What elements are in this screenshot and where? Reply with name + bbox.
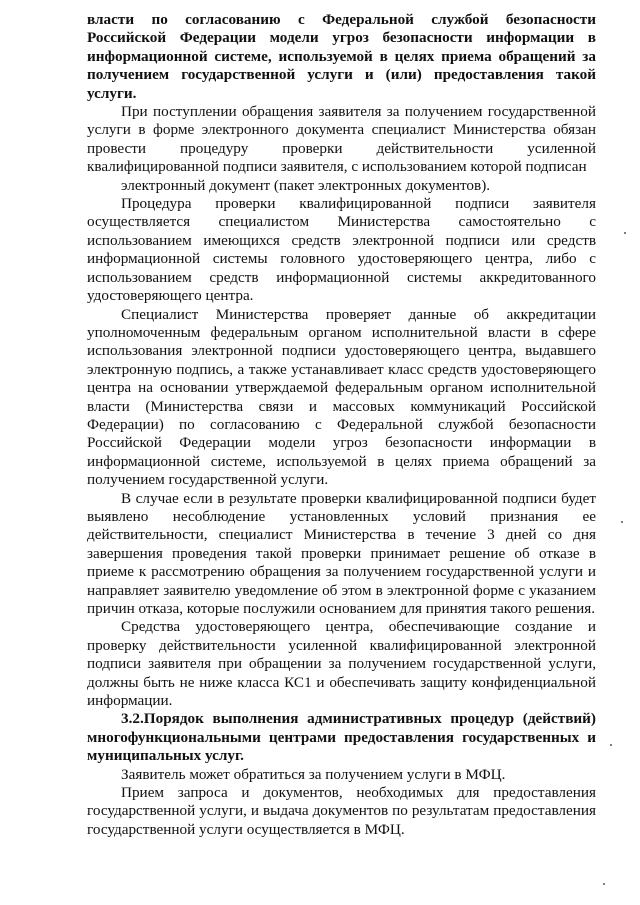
paragraph-mfc-documents: Прием запроса и документов, необходимых для предоставления государственной услуги, и выдача документов по результатам предоставления государственной услуги осуществляется в МФЦ.: [87, 784, 596, 838]
section-heading-3-2: 3.2.Порядок выполнения административных процедур (действий) многофункциональными центрами предоставления государственных и муниципальных услуг.: [87, 710, 596, 765]
paragraph-certification-class: Средства удостоверяющего центра, обеспечивающие создание и проверку действительности усиленной квалифицированной электронной подписи заявителя при обращении за получением государственной услуги, должны быть не ниже класса КС1 и обеспечивать защиту конфиденциальной информации.: [87, 618, 596, 710]
scan-speck: [610, 744, 612, 746]
paragraph-mfc-request: Заявитель может обратиться за получением услуги в МФЦ.: [121, 765, 506, 783]
paragraph-signature-verification: При поступлении обращения заявителя за получением государственной услуги в форме электронного документа специалист Министерства обязан провести процедуру проверки действительности усиленной квалифицированной подписи заявителя, с использованием которой подписан: [87, 103, 596, 176]
paragraph-accreditation-check: Специалист Министерства проверяет данные об аккредитации уполномоченным федеральным органом исполнительной власти в сфере использования электронной подписи удостоверяющего центра, выдавшего электронную подпись, а также устанавливает класс средств удостоверяющего центра на основании утверждаемой федеральным органом исполнительной власти (Министерства связи и массовых коммуникаций Российской Федерации) по согласованию с Федеральной службой безопасности Российской Федерации модели угроз безопасности информации в информационной системе, используемой в целях приема обращений за получением государственной услуги.: [87, 305, 596, 489]
scan-speck: [603, 883, 605, 885]
paragraph-intro-continuation: власти по согласованию с Федеральной службой безопасности Российской Федерации модели угроз безопасности информации в информационной системе, используемой в целях приема обращений за получением государственной услуги и (или) предоставления такой услуги.: [87, 11, 596, 102]
paragraph-verification-procedure: Процедура проверки квалифицированной подписи заявителя осуществляется специалистом Министерства самостоятельно с использованием имеющихся средств электронной подписи или средств информационной системы головного удостоверяющего центра, либо с использованием средств информационной системы аккредитованного удостоверяющего центра.: [87, 195, 596, 305]
document-page: [87, 11, 596, 839]
scan-speck: [621, 521, 623, 523]
scan-speck: [624, 232, 626, 234]
paragraph-signature-verification-continued: электронный документ (пакет электронных документов).: [121, 176, 491, 194]
paragraph-refusal-case: В случае если в результате проверки квалифицированной подписи будет выявлено несоблюдение установленных условий признания ее действительности, специалист Министерства в течение 3 дней со дня завершения проведения такой проверки принимает решение об отказе в приеме к рассмотрению обращения за получением государственной услуги и направляет заявителю уведомление об этом в электронной форме с указанием причин отказа, которые послужили основанием для принятия такого решения.: [87, 489, 596, 617]
